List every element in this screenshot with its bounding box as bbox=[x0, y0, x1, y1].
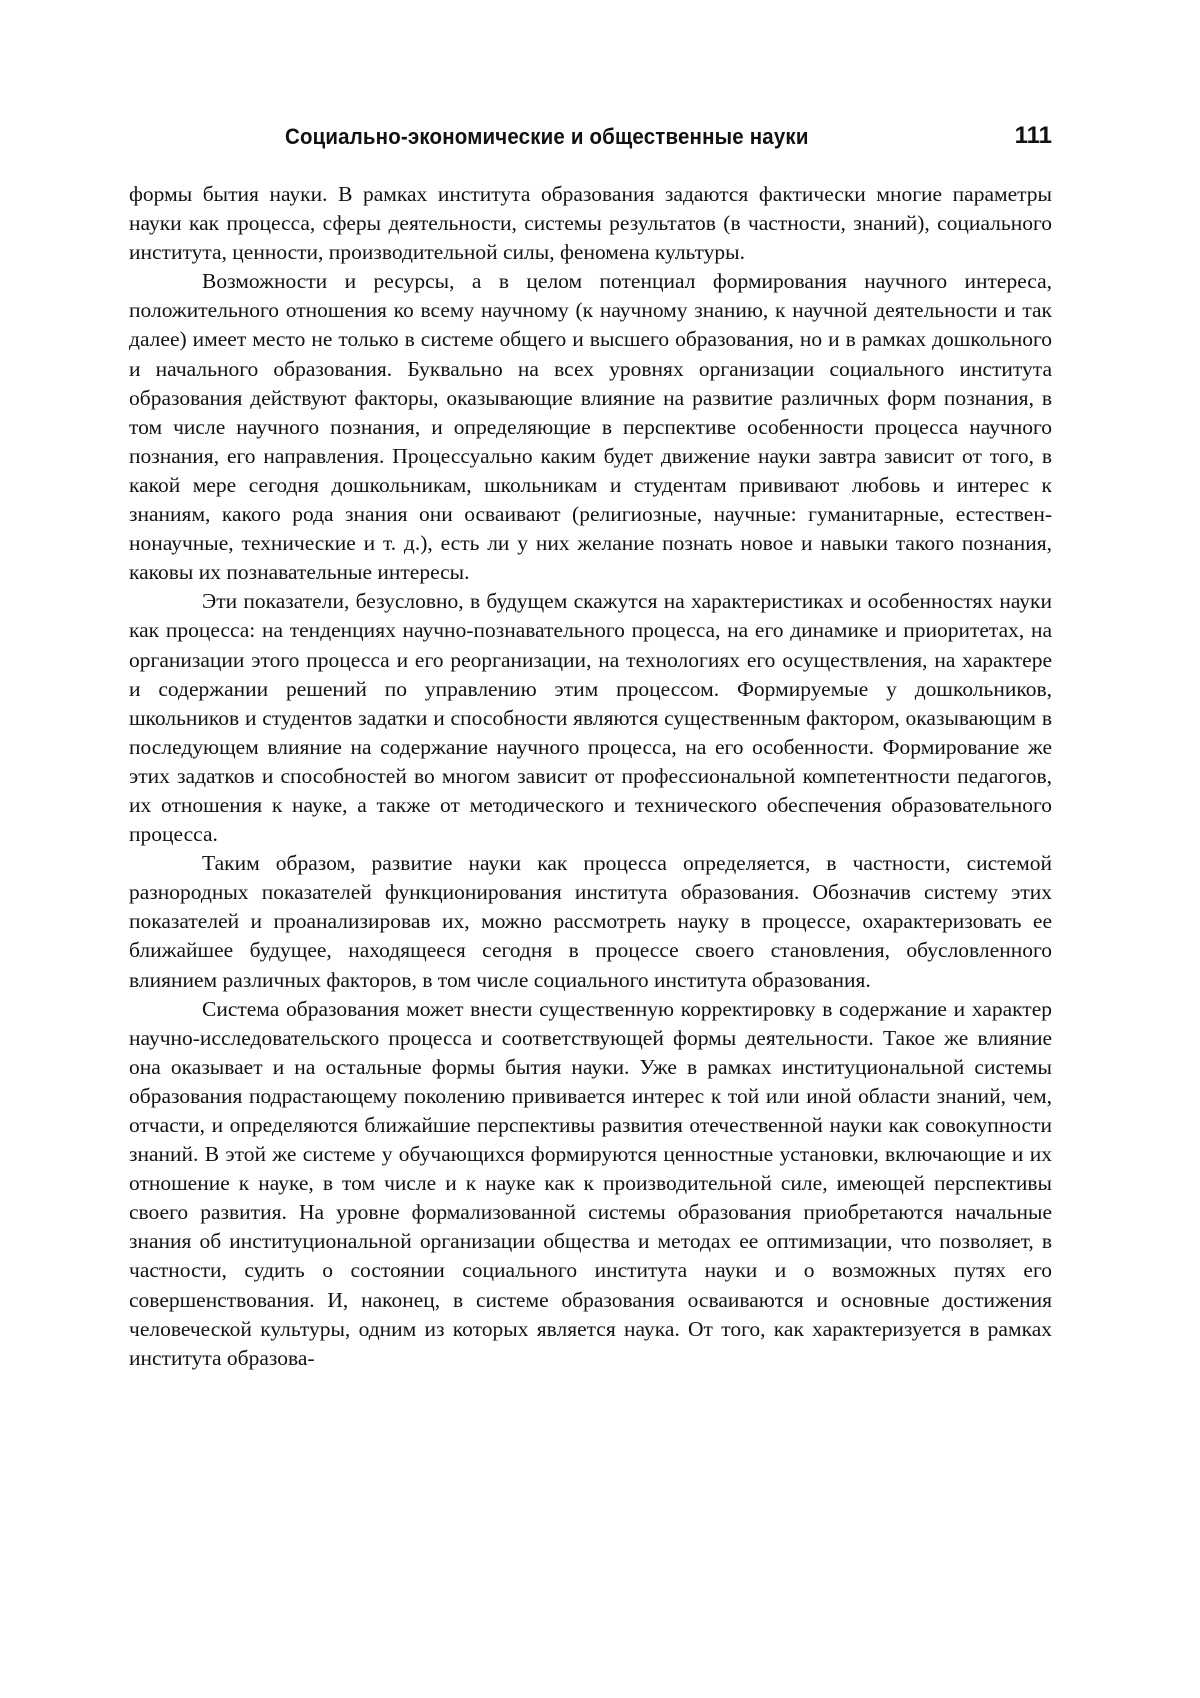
paragraph: Эти показатели, безусловно, в будущем скажутся на характеристиках и особенностях науки как процесса: на тенденциях научно-познавательного процесса, на его динамике и приоритетах, на организации этого процесса и его реорганизации, на технологиях его осуществления, на характере и содержании решений по управлению этим процессом. Формируемые у дошкольников, школьников и студентов задатки и способности являются существенным фактором, оказывающим в последующем влияние на содержание научного процесса, на его особенности. Формирование же этих задатков и способностей во многом зависит от профессиональной компетентности педагогов, их отношения к науке, а также от методического и технического обеспечения образовательного процесса. bbox=[129, 589, 1052, 847]
page-number: 111 bbox=[1014, 122, 1052, 149]
running-header bbox=[129, 118, 1052, 158]
running-header-title: Социально-экономические и общественные науки bbox=[285, 124, 809, 149]
paragraph-continued: формы бытия науки. В рамках института образования задаются фактически многие параметры науки как процесса, сферы деятельности, системы результатов (в частности, знаний), социального института, ценности, производительной силы, феномена культуры. bbox=[129, 182, 1052, 265]
paragraph: Возможности и ресурсы, а в целом потенциал формирования научного интереса, положительного отношения ко всему научному (к научному знанию, к научной деятельности и так далее) имеет место не только в системе общего и высшего образования, но и в рамках дошкольного и начального образования. Буквально на всех уровнях организации социального института образования действуют факторы, оказывающие влияние на развитие различных форм познания, в том числе научного познания, и определяющие в перспективе особенности процесса научного познания, его направления. Процессуально каким будет движение науки завтра зависит от того, в какой мере сегодня дошкольникам, школьникам и студентам прививают любовь и интерес к знаниям, какого рода знания они осваивают (религиозные, научные: гуманитарные, естествен-нонаучные, технические и т. д.), есть ли у них желание познать новое и навыки такого познания, каковы их познавательные интересы. bbox=[129, 269, 1052, 585]
paragraph: Система образования может внести существенную корректировку в содержание и характер научно-исследовательского процесса и соответствующей формы деятельности. Такое же влияние она оказывает и на остальные формы бытия науки. Уже в рамках институциональной системы образования подрастающему поколению прививается интерес к той или иной области знаний, чем, отчасти, и определяются ближайшие перспективы развития отечественной науки как совокупности знаний. В этой же системе у обучающихся формируются ценностные установки, включающие и их отношение к науке, в том числе и к науке как к производительной силе, имеющей перспективы своего развития. На уровне формализованной системы образования приобретаются начальные знания об институциональной организации общества и методах ее оптимизации, что позволяет, в частности, судить о состоянии социального института науки и о возможных путях его совершенствования. И, наконец, в системе образования осваиваются и основные достижения человеческой культуры, одним из которых является наука. От того, как характеризуется в рамках института образова- bbox=[129, 996, 1052, 1370]
book-page bbox=[129, 118, 1052, 1370]
paragraph: Таким образом, развитие науки как процесса определяется, в частности, системой разнородных показателей функционирования института образования. Обозначив систему этих показателей и проанализировав их, можно рассмотреть науку в процессе, охарактеризовать ее ближайшее будущее, находящееся сегодня в процессе своего становления, обусловленного влиянием различных факторов, в том числе социального института образования. bbox=[129, 851, 1052, 992]
body-text bbox=[129, 180, 1052, 1373]
